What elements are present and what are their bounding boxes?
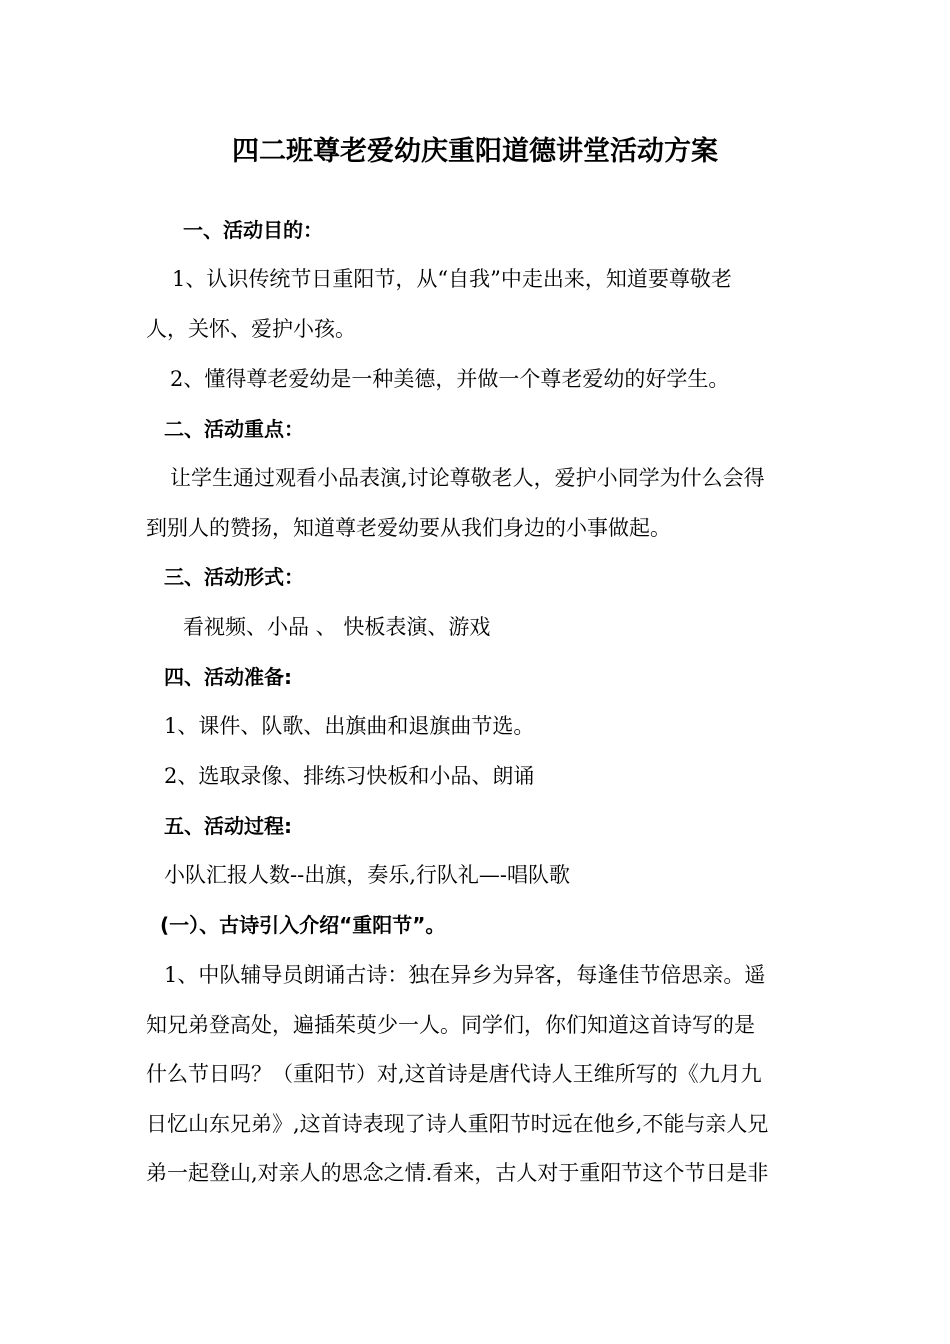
subsection-heading: (一）、古诗引入介绍“重阳节”。 <box>160 913 446 937</box>
section-heading-process: 五、活动过程: <box>164 814 292 838</box>
body-line: 什么节日吗？（重阳节）对,这首诗是唐代诗人王维所写的《九月九 <box>146 1062 762 1086</box>
body-line: 弟一起登山,对亲人的思念之情.看来，古人对于重阳节这个节日是非 <box>146 1161 769 1185</box>
body-line: 1、认识传统节日重阳节，从“自我”中走出来，知道要尊敬老 <box>172 267 732 291</box>
body-line: 让学生通过观看小品表演,讨论尊敬老人，爱护小同学为什么会得 <box>170 466 765 490</box>
body-line: 日忆山东兄弟》,这首诗表现了诗人重阳节时远在他乡,不能与亲人兄 <box>146 1112 769 1136</box>
body-line: 人，关怀、爱护小孩。 <box>146 317 356 341</box>
body-line: 小队汇报人数--出旗，奏乐,行队礼—-唱队歌 <box>164 863 570 887</box>
body-line: 2、选取录像、排练习快板和小品、朗诵 <box>164 764 535 788</box>
section-heading-preparation: 四、活动准备: <box>164 665 292 689</box>
body-line: 看视频、小品 、 快板表演、游戏 <box>183 615 491 639</box>
section-heading-focus: 二、活动重点： <box>164 417 304 441</box>
document-title: 四二班尊老爱幼庆重阳道德讲堂活动方案 <box>232 136 718 167</box>
body-line: 2、懂得尊老爱幼是一种美德，并做一个尊老爱幼的好学生。 <box>170 367 730 391</box>
body-line: 1、中队辅导员朗诵古诗：独在异乡为异客，每逢佳节倍思亲。遥 <box>164 963 766 987</box>
body-line: 知兄弟登高处，遍插茱萸少一人。同学们，你们知道这首诗写的是 <box>146 1013 755 1037</box>
section-heading-format: 三、活动形式： <box>164 565 304 589</box>
body-line: 到别人的赞扬，知道尊老爱幼要从我们身边的小事做起。 <box>146 516 671 540</box>
body-line: 1、课件、队歌、出旗曲和退旗曲节选。 <box>164 714 535 738</box>
section-heading-purpose: 一、活动目的： <box>183 218 323 242</box>
